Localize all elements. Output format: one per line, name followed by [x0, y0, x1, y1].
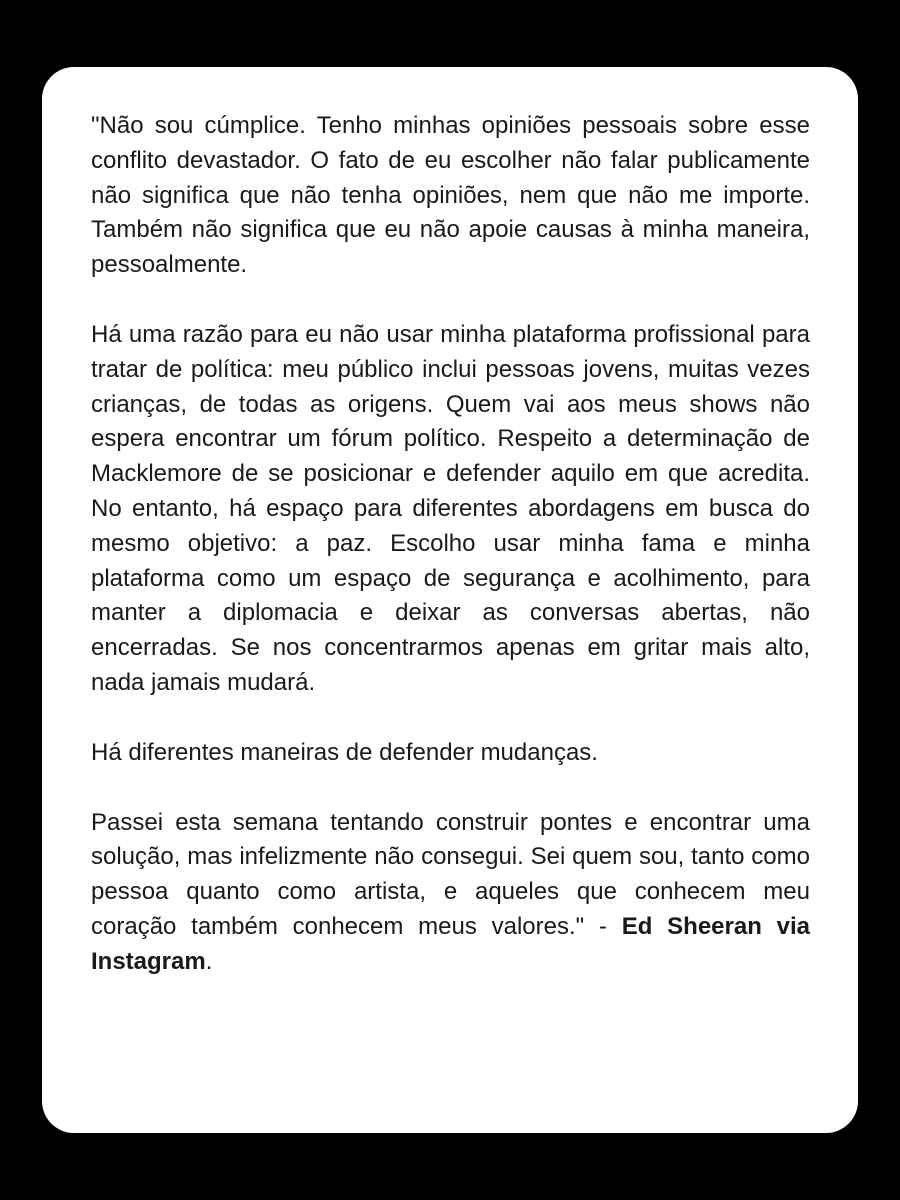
closing-punctuation: . [205, 947, 213, 975]
quote-paragraph-4 [91, 806, 810, 980]
quote-card [42, 67, 858, 1133]
attribution: Ed Sheeran via Instagram [91, 912, 810, 975]
quote-paragraph-1: "Não sou cúmplice. Tenho minhas opiniões pessoais sobre esse conflito devastador. O fato de eu escolher não falar publicamente não significa que não tenha opiniões, nem que não me importe. Também não significa que eu não apoie causas à minha maneira, pessoalmente. [91, 112, 810, 279]
quote-paragraph-4-text: Passei esta semana tentando construir pontes e encontrar uma solução, mas infelizmente não consegui. Sei quem sou, tanto como pessoa quanto como artista, e aqueles que conhecem meu coração também conhecem meus valores." - [91, 808, 810, 940]
quote-paragraph-2: Há uma razão para eu não usar minha plataforma profissional para tratar de política: meu público inclui pessoas jovens, muitas vezes crianças, de todas as origens. Quem vai aos meus shows não espera encontrar um fórum político. Respeito a determinação de Macklemore de se posicionar e defender aquilo em que acredita. No entanto, há espaço para diferentes abordagens em busca do mesmo objetivo: a paz. Escolho usar minha fama e minha plataforma como um espaço de segurança e acolhimento, para manter a diplomacia e deixar as conversas abertas, não encerradas. Se nos concentrarmos apenas em gritar mais alto, nada jamais mudará. [91, 320, 810, 696]
quote-paragraph-3: Há diferentes maneiras de defender mudanças. [91, 738, 598, 766]
